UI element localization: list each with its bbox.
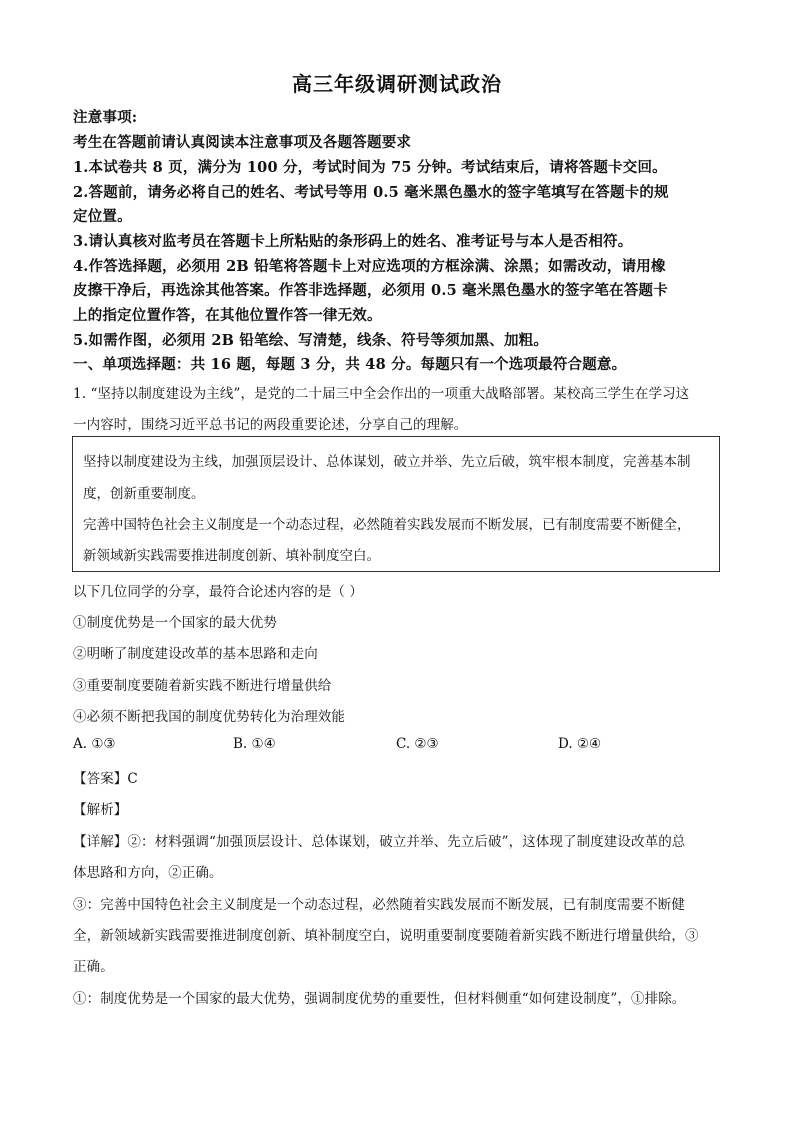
question-stem: 1. “坚持以制度建设为主线”，是党的二十届三中全会作出的一项重大战略部署。某校高三学生在学习这	[73, 386, 690, 402]
quote-line: 完善中国特色社会主义制度是一个动态过程，必然随着实践发展而不断发展，已有制度需要不断健全，	[83, 517, 691, 533]
statement-item: ①制度优势是一个国家的最大优势	[73, 615, 277, 631]
notice-line: 定位置。	[73, 208, 132, 225]
quote-line: 新领域新实践需要推进制度创新、填补制度空白。	[83, 548, 380, 564]
option-a: A. ①③	[73, 736, 116, 752]
statement-item: ②明晰了制度建设改革的基本思路和走向	[73, 646, 318, 662]
quote-line: 坚持以制度建设为主线，加强顶层设计、总体谋划，破立并举、先立后破，筑牢根本制度，完善基本制	[83, 454, 691, 470]
notice-line: 皮擦干净后，再选涂其他答案。作答非选择题，必须用 0.5 毫米黑色墨水的签字笔在答题卡	[73, 282, 668, 299]
analysis-line: 全，新领域新实践需要推进制度创新、填补制度空白，说明重要制度要随着新实践不断进行增量供给，③	[73, 928, 699, 944]
notice-heading: 注意事项:	[73, 109, 138, 126]
analysis-label: 【解析】	[73, 802, 128, 818]
notice-line: 上的指定位置作答，在其他位置作答一律无效。	[73, 307, 382, 324]
statement-item: ④必须不断把我国的制度优势转化为治理效能	[73, 709, 345, 725]
question-prompt: 以下几位同学的分享，最符合论述内容的是（ ）	[73, 584, 363, 600]
answer-label: 【答案】C	[73, 771, 138, 787]
quote-line: 度，创新重要制度。	[83, 486, 205, 502]
analysis-line: 正确。	[73, 959, 114, 975]
analysis-line: ③：完善中国特色社会主义制度是一个动态过程，必然随着实践发展而不断发展，已有制度需要不断健	[73, 897, 685, 913]
quote-box	[72, 436, 720, 572]
statement-item: ③重要制度要随着新实践不断进行增量供给	[73, 678, 332, 694]
analysis-line: ①：制度优势是一个国家的最大优势，强调制度优势的重要性，但材料侧重“如何建设制度”，①排除。	[73, 991, 686, 1007]
notice-line: 3.请认真核对监考员在答题卡上所粘贴的条形码上的姓名、准考证号与本人是否相符。	[73, 233, 633, 250]
option-b: B. ①④	[233, 736, 276, 752]
notice-line: 考生在答题前请认真阅读本注意事项及各题答题要求	[73, 134, 412, 151]
option-c: C. ②③	[396, 736, 439, 752]
option-d: D. ②④	[558, 736, 602, 752]
notice-line: 2.答题前，请务必将自己的姓名、考试号等用 0.5 毫米黑色墨水的签字笔填写在答题卡的规	[73, 184, 669, 201]
analysis-line: 体思路和方向，②正确。	[73, 865, 223, 881]
question-stem: 一内容时，围绕习近平总书记的两段重要论述，分享自己的理解。	[73, 417, 468, 433]
notice-line: 4.作答选择题，必须用 2B 铅笔将答题卡上对应选项的方框涂满、涂黑；如需改动，请用橡	[73, 258, 666, 275]
section-heading: 一、单项选择题：共 16 题，每题 3 分，共 48 分。每题只有一个选项最符合题意。	[73, 356, 627, 373]
notice-line: 5.如需作图，必须用 2B 铅笔绘、写清楚，线条、符号等须加黑、加粗。	[73, 332, 549, 349]
notice-line: 1.本试卷共 8 页，满分为 100 分，考试时间为 75 分钟。考试结束后，请将答题卡交回。	[73, 159, 667, 176]
exam-title: 高三年级调研测试政治	[292, 72, 502, 96]
analysis-line: 【详解】②：材料强调“加强顶层设计、总体谋划，破立并举、先立后破”，这体现了制度建设改革的总	[73, 834, 686, 850]
